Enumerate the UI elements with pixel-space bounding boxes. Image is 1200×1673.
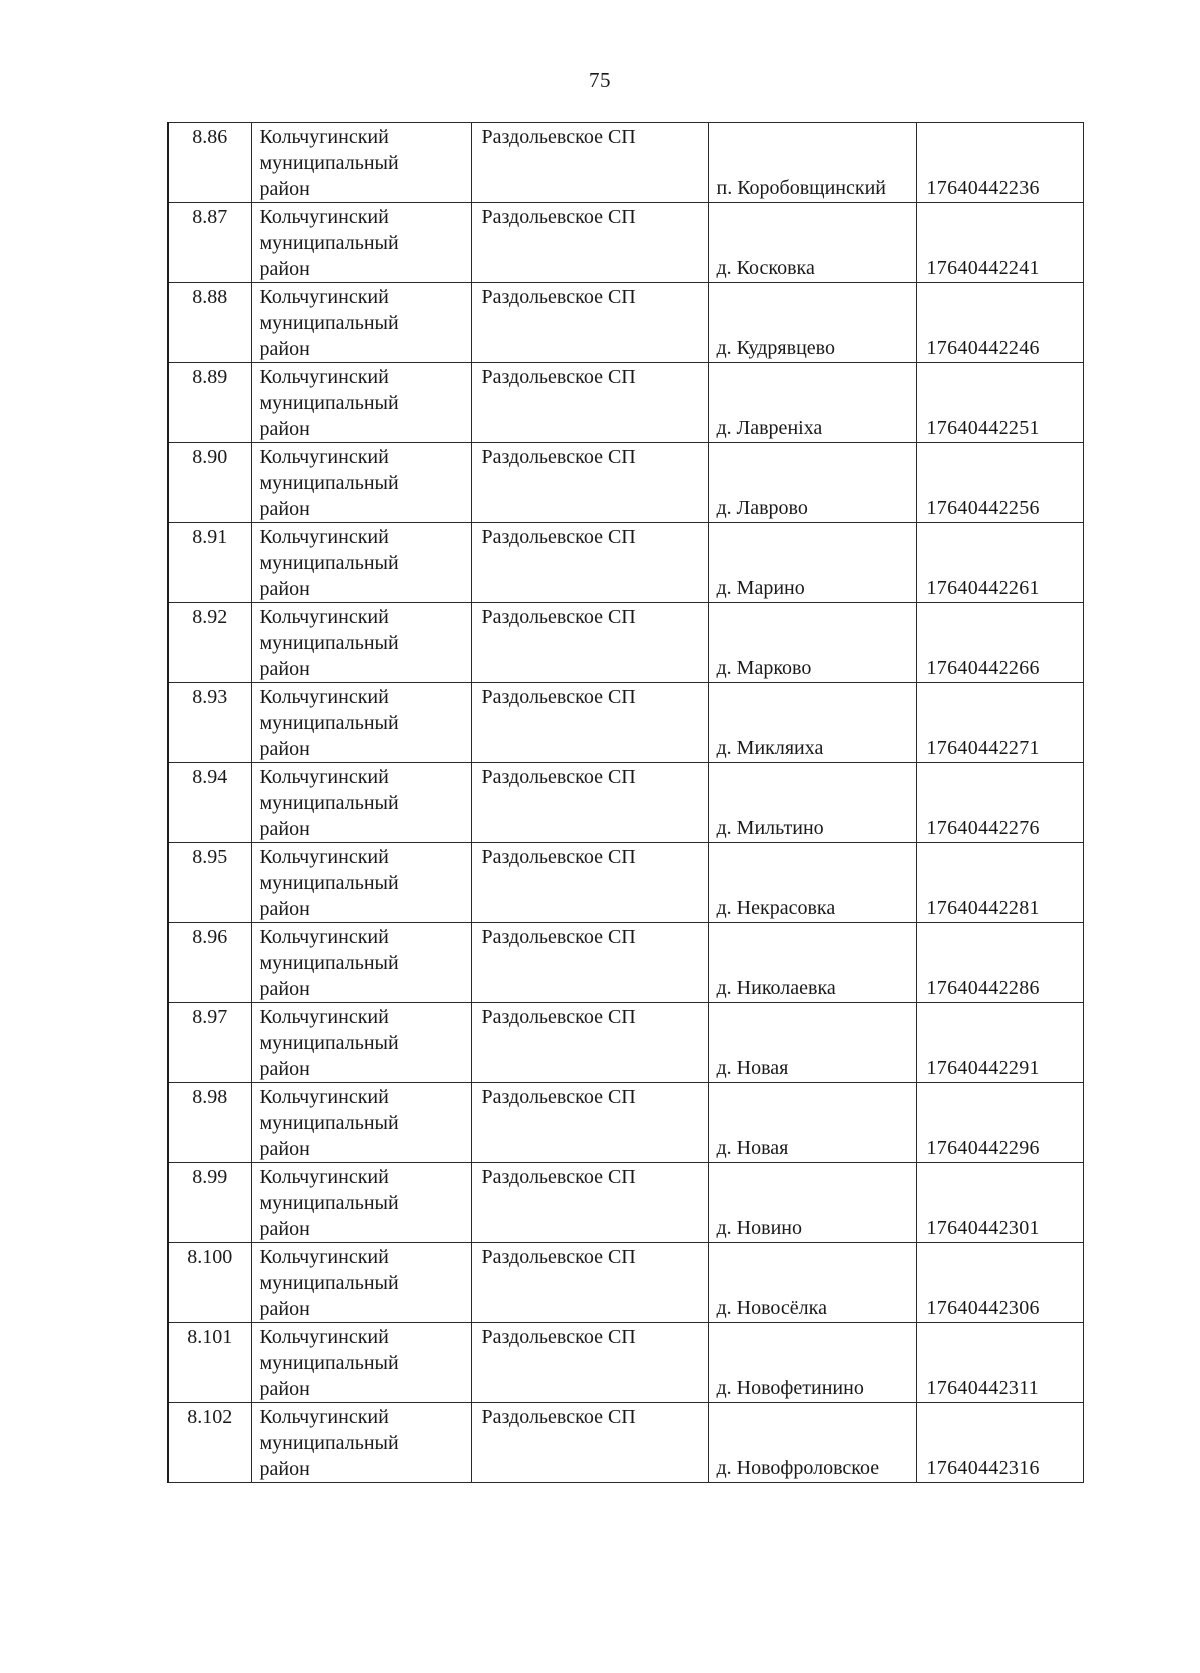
locality-cell: п. Коробовщинский [708, 123, 916, 203]
row-number-cell: 8.101 [168, 1323, 251, 1403]
row-number-cell: 8.92 [168, 603, 251, 683]
oktmo-code-cell: 17640442296 [916, 1083, 1083, 1163]
district-type-line: муниципальный [259, 552, 399, 574]
district-name-line: Кольчугинский [259, 926, 389, 948]
row-number-cell: 8.96 [168, 923, 251, 1003]
district-type-line: муниципальный [259, 1432, 399, 1454]
locality-cell: д. Новая [708, 1083, 916, 1163]
district-type-line: муниципальный [259, 1112, 399, 1134]
locality-cell: д. Микляиха [708, 683, 916, 763]
district-cell [251, 283, 471, 363]
district-unit-line: район [259, 258, 310, 280]
district-name-line: Кольчугинский [259, 1326, 389, 1348]
district-unit-line: район [259, 338, 310, 360]
row-number-cell: 8.89 [168, 363, 251, 443]
settlement-cell: Раздольевское СП [471, 683, 708, 763]
settlement-cell: Раздольевское СП [471, 1323, 708, 1403]
district-cell [251, 1243, 471, 1323]
row-number-cell: 8.91 [168, 523, 251, 603]
table-row [168, 283, 1083, 363]
district-type-line: муниципальный [259, 392, 399, 414]
district-type-line: муниципальный [259, 152, 399, 174]
locality-cell: д. Новофроловское [708, 1403, 916, 1483]
table-row [168, 123, 1083, 203]
district-type-line: муниципальный [259, 312, 399, 334]
settlement-cell: Раздольевское СП [471, 123, 708, 203]
district-cell [251, 1323, 471, 1403]
locality-cell: д. Марино [708, 523, 916, 603]
settlement-cell: Раздольевское СП [471, 1163, 708, 1243]
district-cell [251, 923, 471, 1003]
district-name-line: Кольчугинский [259, 766, 389, 788]
table-row [168, 763, 1083, 843]
settlement-cell: Раздольевское СП [471, 763, 708, 843]
district-type-line: муниципальный [259, 792, 399, 814]
settlement-cell: Раздольевское СП [471, 1083, 708, 1163]
district-unit-line: район [259, 1138, 310, 1160]
oktmo-code-cell: 17640442306 [916, 1243, 1083, 1323]
district-type-line: муниципальный [259, 872, 399, 894]
district-unit-line: район [259, 738, 310, 760]
locality-cell: д. Марково [708, 603, 916, 683]
oktmo-code-cell: 17640442241 [916, 203, 1083, 283]
locality-cell: д. Лавренiха [708, 363, 916, 443]
district-name-line: Кольчугинский [259, 606, 389, 628]
page-number: 75 [589, 68, 611, 92]
district-unit-line: район [259, 1458, 310, 1480]
district-unit-line: район [259, 1378, 310, 1400]
settlement-cell: Раздольевское СП [471, 283, 708, 363]
registry-table-body [168, 123, 1083, 1483]
oktmo-code-cell: 17640442251 [916, 363, 1083, 443]
district-cell [251, 843, 471, 923]
district-cell [251, 763, 471, 843]
settlement-cell: Раздольевское СП [471, 843, 708, 923]
district-cell [251, 603, 471, 683]
row-number-cell: 8.93 [168, 683, 251, 763]
settlement-cell: Раздольевское СП [471, 1003, 708, 1083]
oktmo-code-cell: 17640442301 [916, 1163, 1083, 1243]
settlement-cell: Раздольевское СП [471, 203, 708, 283]
district-unit-line: район [259, 818, 310, 840]
locality-cell: д. Косковка [708, 203, 916, 283]
district-name-line: Кольчугинский [259, 1406, 389, 1428]
district-name-line: Кольчугинский [259, 286, 389, 308]
oktmo-code-cell: 17640442256 [916, 443, 1083, 523]
settlement-cell: Раздольевское СП [471, 523, 708, 603]
district-unit-line: район [259, 1218, 310, 1240]
table-row [168, 1403, 1083, 1483]
district-name-line: Кольчугинский [259, 366, 389, 388]
district-name-line: Кольчугинский [259, 206, 389, 228]
district-cell [251, 1403, 471, 1483]
district-name-line: Кольчугинский [259, 686, 389, 708]
district-type-line: муниципальный [259, 632, 399, 654]
district-cell [251, 1083, 471, 1163]
district-type-line: муниципальный [259, 1032, 399, 1054]
oktmo-code-cell: 17640442246 [916, 283, 1083, 363]
row-number-cell: 8.97 [168, 1003, 251, 1083]
district-unit-line: район [259, 978, 310, 1000]
locality-cell: д. Кудрявцево [708, 283, 916, 363]
table-row [168, 523, 1083, 603]
table-row [168, 1323, 1083, 1403]
district-name-line: Кольчугинский [259, 1086, 389, 1108]
district-unit-line: район [259, 898, 310, 920]
oktmo-code-cell: 17640442236 [916, 123, 1083, 203]
oktmo-code-cell: 17640442276 [916, 763, 1083, 843]
settlement-cell: Раздольевское СП [471, 363, 708, 443]
oktmo-code-cell: 17640442286 [916, 923, 1083, 1003]
table-row [168, 843, 1083, 923]
district-unit-line: район [259, 1058, 310, 1080]
district-unit-line: район [259, 178, 310, 200]
district-unit-line: район [259, 578, 310, 600]
district-name-line: Кольчугинский [259, 446, 389, 468]
row-number-cell: 8.88 [168, 283, 251, 363]
row-number-cell: 8.86 [168, 123, 251, 203]
district-cell [251, 443, 471, 523]
registry-table [167, 122, 1084, 1483]
row-number-cell: 8.95 [168, 843, 251, 923]
district-type-line: муниципальный [259, 472, 399, 494]
row-number-cell: 8.90 [168, 443, 251, 523]
district-unit-line: район [259, 1298, 310, 1320]
settlement-cell: Раздольевское СП [471, 1243, 708, 1323]
district-unit-line: район [259, 498, 310, 520]
oktmo-code-cell: 17640442261 [916, 523, 1083, 603]
row-number-cell: 8.87 [168, 203, 251, 283]
district-type-line: муниципальный [259, 232, 399, 254]
settlement-cell: Раздольевское СП [471, 1403, 708, 1483]
district-name-line: Кольчугинский [259, 526, 389, 548]
table-row [168, 923, 1083, 1003]
district-cell [251, 363, 471, 443]
district-cell [251, 123, 471, 203]
locality-cell: д. Новосёлка [708, 1243, 916, 1323]
table-row [168, 1163, 1083, 1243]
district-name-line: Кольчугинский [259, 1006, 389, 1028]
oktmo-code-cell: 17640442281 [916, 843, 1083, 923]
district-cell [251, 1163, 471, 1243]
district-cell [251, 523, 471, 603]
district-type-line: муниципальный [259, 952, 399, 974]
locality-cell: д. Новая [708, 1003, 916, 1083]
table-row [168, 683, 1083, 763]
table-row [168, 1083, 1083, 1163]
settlement-cell: Раздольевское СП [471, 603, 708, 683]
district-cell [251, 203, 471, 283]
row-number-cell: 8.94 [168, 763, 251, 843]
district-name-line: Кольчугинский [259, 1246, 389, 1268]
locality-cell: д. Новофетинино [708, 1323, 916, 1403]
district-unit-line: район [259, 658, 310, 680]
table-row [168, 1003, 1083, 1083]
district-type-line: муниципальный [259, 712, 399, 734]
oktmo-code-cell: 17640442316 [916, 1403, 1083, 1483]
locality-cell: д. Мильтино [708, 763, 916, 843]
district-name-line: Кольчугинский [259, 846, 389, 868]
oktmo-code-cell: 17640442271 [916, 683, 1083, 763]
row-number-cell: 8.99 [168, 1163, 251, 1243]
oktmo-code-cell: 17640442311 [916, 1323, 1083, 1403]
row-number-cell: 8.98 [168, 1083, 251, 1163]
settlement-cell: Раздольевское СП [471, 443, 708, 523]
oktmo-code-cell: 17640442291 [916, 1003, 1083, 1083]
district-cell [251, 683, 471, 763]
settlement-cell: Раздольевское СП [471, 923, 708, 1003]
locality-cell: д. Лаврово [708, 443, 916, 523]
row-number-cell: 8.100 [168, 1243, 251, 1323]
district-type-line: муниципальный [259, 1272, 399, 1294]
table-row [168, 1243, 1083, 1323]
district-type-line: муниципальный [259, 1352, 399, 1374]
locality-cell: д. Новино [708, 1163, 916, 1243]
row-number-cell: 8.102 [168, 1403, 251, 1483]
oktmo-code-cell: 17640442266 [916, 603, 1083, 683]
locality-cell: д. Некрасовка [708, 843, 916, 923]
table-row [168, 203, 1083, 283]
district-unit-line: район [259, 418, 310, 440]
table-row [168, 443, 1083, 523]
district-name-line: Кольчугинский [259, 1166, 389, 1188]
table-row [168, 363, 1083, 443]
district-type-line: муниципальный [259, 1192, 399, 1214]
table-row [168, 603, 1083, 683]
district-cell [251, 1003, 471, 1083]
district-name-line: Кольчугинский [259, 126, 389, 148]
locality-cell: д. Николаевка [708, 923, 916, 1003]
